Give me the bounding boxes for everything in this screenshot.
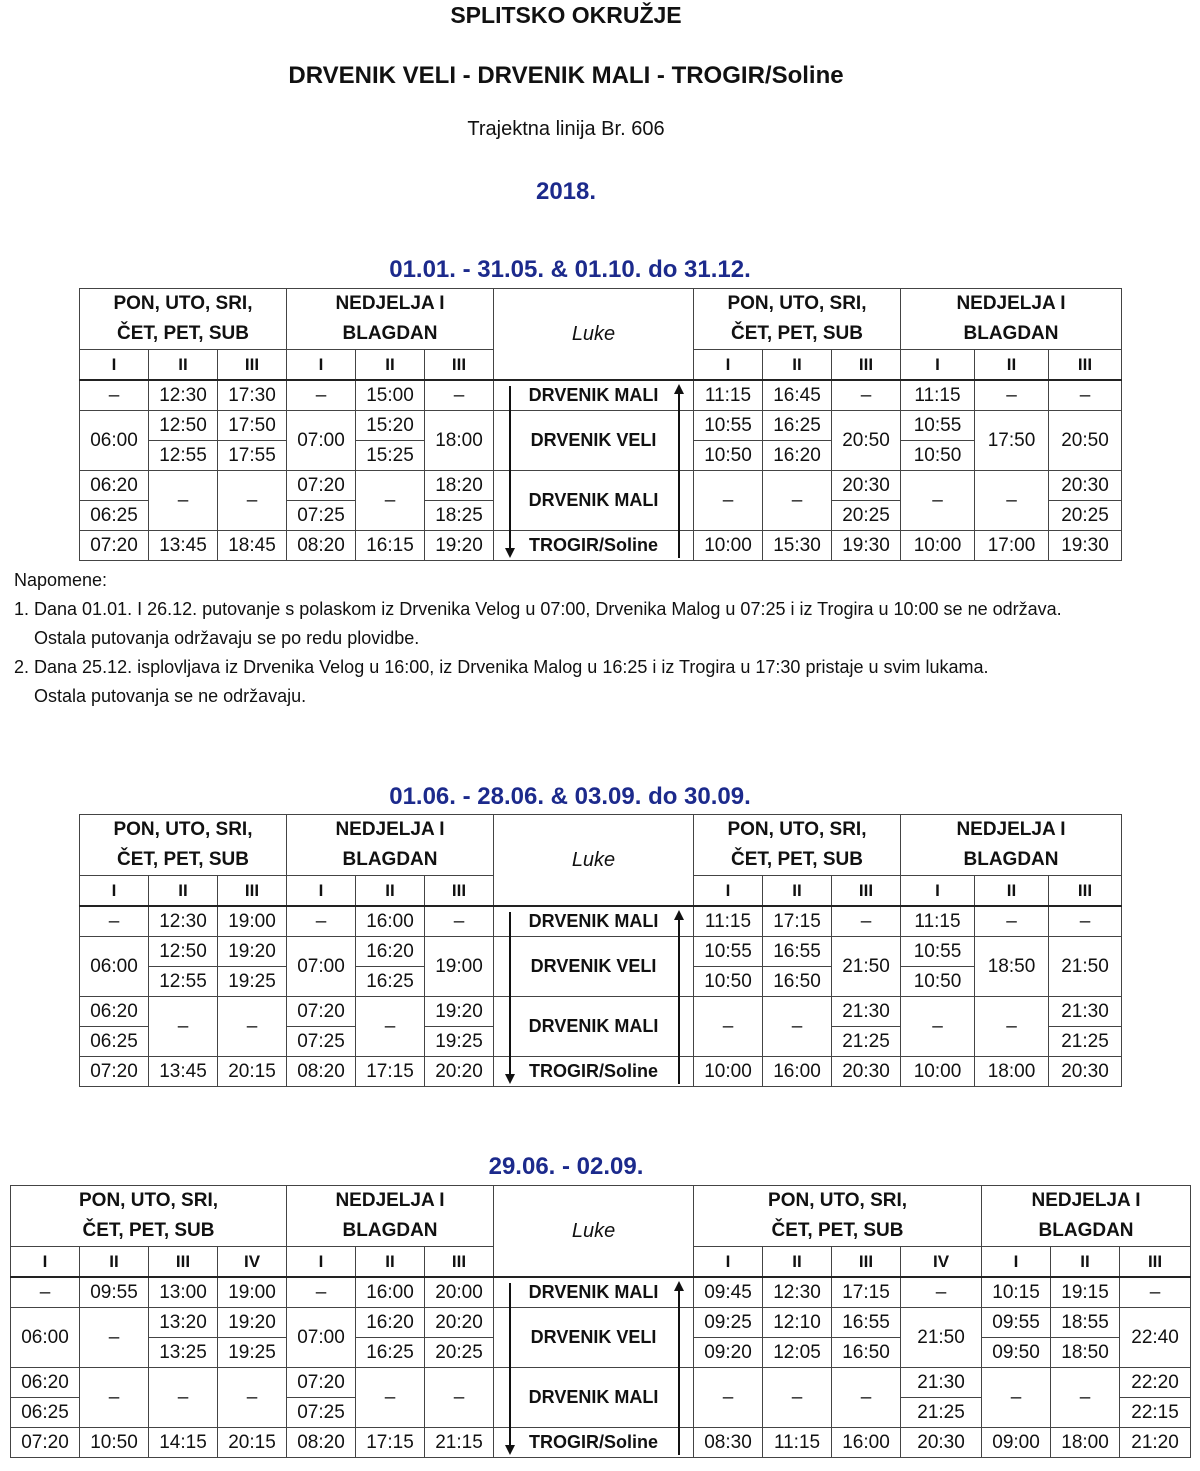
trip-col: I bbox=[694, 1247, 763, 1278]
time-cell: 17:15 bbox=[356, 1428, 425, 1458]
time-cell: 19:30 bbox=[832, 531, 901, 561]
time-cell: 08:30 bbox=[694, 1428, 763, 1458]
trip-col: II bbox=[763, 1247, 832, 1278]
time-cell: 18:50 bbox=[1051, 1338, 1120, 1368]
trip-col: III bbox=[425, 876, 494, 907]
notes bbox=[14, 566, 1062, 711]
time-cell: 20:30 bbox=[832, 1057, 901, 1087]
ports-header: Luke bbox=[494, 289, 694, 381]
port-drvenik-mali: DRVENIK MALI bbox=[494, 380, 694, 411]
time-cell: 19:00 bbox=[218, 1277, 287, 1308]
time-cell: – bbox=[975, 997, 1049, 1057]
time-cell: 15:30 bbox=[763, 531, 832, 561]
time-cell: 18:45 bbox=[218, 531, 287, 561]
time-cell: 19:00 bbox=[218, 906, 287, 937]
time-cell: 08:20 bbox=[287, 1057, 356, 1087]
time-cell: 10:55 bbox=[694, 937, 763, 967]
time-cell: 07:20 bbox=[80, 531, 149, 561]
time-cell: – bbox=[80, 380, 149, 411]
time-cell: 06:20 bbox=[80, 997, 149, 1027]
time-cell: – bbox=[149, 471, 218, 531]
time-cell: – bbox=[763, 471, 832, 531]
ports-header: Luke bbox=[494, 815, 694, 907]
time-cell: 07:25 bbox=[287, 1027, 356, 1057]
arrow-down-icon bbox=[505, 548, 515, 558]
time-cell: 12:30 bbox=[149, 380, 218, 411]
sunday-header: NEDJELJA I BLAGDAN bbox=[901, 289, 1122, 350]
time-cell: 11:15 bbox=[694, 380, 763, 411]
time-cell: – bbox=[901, 471, 975, 531]
trip-col: I bbox=[694, 876, 763, 907]
arrow-up-icon bbox=[674, 384, 684, 394]
time-cell: – bbox=[356, 1368, 425, 1428]
time-cell: 06:20 bbox=[11, 1368, 80, 1398]
trip-col: I bbox=[287, 350, 356, 381]
trip-col: II bbox=[149, 350, 218, 381]
period-title: 29.06. - 02.09. bbox=[488, 1153, 644, 1180]
time-cell: 15:00 bbox=[356, 380, 425, 411]
trip-col: II bbox=[763, 350, 832, 381]
time-cell: 21:20 bbox=[1120, 1428, 1191, 1458]
time-cell: 07:20 bbox=[80, 1057, 149, 1087]
time-cell: 19:15 bbox=[1051, 1277, 1120, 1308]
port-drvenik-mali: DRVENIK MALI bbox=[494, 471, 694, 531]
trip-col: IV bbox=[218, 1247, 287, 1278]
direction-down-line bbox=[509, 386, 511, 556]
trip-col: III bbox=[1049, 350, 1122, 381]
sunday-header: NEDJELJA I BLAGDAN bbox=[901, 815, 1122, 876]
period-title: 01.06. - 28.06. & 03.09. do 30.09. bbox=[389, 783, 751, 810]
time-cell: 19:25 bbox=[425, 1027, 494, 1057]
trip-col: I bbox=[80, 350, 149, 381]
time-cell: 11:15 bbox=[901, 906, 975, 937]
time-cell: 13:00 bbox=[149, 1277, 218, 1308]
time-cell: 16:50 bbox=[763, 967, 832, 997]
trip-col: III bbox=[425, 1247, 494, 1278]
time-cell: 20:50 bbox=[1049, 411, 1122, 471]
time-cell: 21:30 bbox=[832, 997, 901, 1027]
time-cell: – bbox=[356, 997, 425, 1057]
time-cell: 20:25 bbox=[832, 501, 901, 531]
port-trogir: TROGIR/Soline bbox=[494, 531, 694, 561]
time-cell: 13:20 bbox=[149, 1308, 218, 1338]
time-cell: 22:15 bbox=[1120, 1398, 1191, 1428]
trip-col: III bbox=[149, 1247, 218, 1278]
time-cell: 12:30 bbox=[763, 1277, 832, 1308]
trip-col: III bbox=[218, 876, 287, 907]
time-cell: – bbox=[1049, 380, 1122, 411]
time-cell: 10:55 bbox=[901, 937, 975, 967]
time-cell: 20:20 bbox=[425, 1057, 494, 1087]
trip-col: III bbox=[832, 350, 901, 381]
trip-col: II bbox=[80, 1247, 149, 1278]
time-cell: 21:30 bbox=[901, 1368, 982, 1398]
time-cell: 11:15 bbox=[763, 1428, 832, 1458]
time-cell: – bbox=[80, 1308, 149, 1368]
time-cell: – bbox=[80, 906, 149, 937]
time-cell: 19:20 bbox=[218, 937, 287, 967]
time-cell: 16:00 bbox=[356, 1277, 425, 1308]
time-cell: 18:25 bbox=[425, 501, 494, 531]
port-trogir: TROGIR/Soline bbox=[494, 1057, 694, 1087]
time-cell: 16:25 bbox=[356, 967, 425, 997]
weekday-header: PON, UTO, SRI, ČET, PET, SUB bbox=[694, 1186, 982, 1247]
time-cell: 18:20 bbox=[425, 471, 494, 501]
time-cell: 17:30 bbox=[218, 380, 287, 411]
port-drvenik-veli: DRVENIK VELI bbox=[494, 411, 694, 471]
time-cell: 20:25 bbox=[425, 1338, 494, 1368]
time-cell: 16:15 bbox=[356, 531, 425, 561]
time-cell: 12:55 bbox=[149, 441, 218, 471]
time-cell: 11:15 bbox=[901, 380, 975, 411]
time-cell: – bbox=[832, 1368, 901, 1428]
time-cell: 10:50 bbox=[80, 1428, 149, 1458]
time-cell: – bbox=[694, 997, 763, 1057]
trip-col: I bbox=[694, 350, 763, 381]
time-cell: 19:25 bbox=[218, 967, 287, 997]
time-cell: 15:20 bbox=[356, 411, 425, 441]
trip-col: II bbox=[975, 350, 1049, 381]
time-cell: 16:20 bbox=[356, 1308, 425, 1338]
time-cell: 06:00 bbox=[11, 1308, 80, 1368]
time-cell: 21:25 bbox=[901, 1398, 982, 1428]
time-cell: 17:50 bbox=[975, 411, 1049, 471]
time-cell: – bbox=[425, 1368, 494, 1428]
time-cell: 10:50 bbox=[901, 441, 975, 471]
time-cell: 20:25 bbox=[1049, 501, 1122, 531]
time-cell: 16:20 bbox=[356, 937, 425, 967]
notes-title: Napomene: bbox=[14, 570, 108, 590]
line-number: Trajektna linija Br. 606 bbox=[467, 118, 665, 140]
time-cell: 15:25 bbox=[356, 441, 425, 471]
port-drvenik-mali: DRVENIK MALI bbox=[494, 906, 694, 937]
time-cell: 10:50 bbox=[901, 967, 975, 997]
time-cell: 07:20 bbox=[287, 471, 356, 501]
time-cell: 21:30 bbox=[1049, 997, 1122, 1027]
time-cell: 14:15 bbox=[149, 1428, 218, 1458]
time-cell: 19:20 bbox=[218, 1308, 287, 1338]
time-cell: 09:20 bbox=[694, 1338, 763, 1368]
time-cell: 07:20 bbox=[11, 1428, 80, 1458]
trip-col: I bbox=[80, 876, 149, 907]
time-cell: – bbox=[149, 997, 218, 1057]
time-cell: 18:50 bbox=[975, 937, 1049, 997]
time-cell: 10:55 bbox=[901, 411, 975, 441]
timetable bbox=[10, 1185, 1191, 1458]
time-cell: 12:50 bbox=[149, 411, 218, 441]
time-cell: 06:25 bbox=[11, 1398, 80, 1428]
time-cell: – bbox=[832, 380, 901, 411]
time-cell: 17:00 bbox=[975, 531, 1049, 561]
trip-col: II bbox=[356, 1247, 425, 1278]
time-cell: 08:20 bbox=[287, 531, 356, 561]
timetable bbox=[79, 814, 1122, 1087]
time-cell: 21:15 bbox=[425, 1428, 494, 1458]
trip-col: I bbox=[901, 350, 975, 381]
time-cell: 19:25 bbox=[218, 1338, 287, 1368]
time-cell: 07:20 bbox=[287, 997, 356, 1027]
time-cell: 13:45 bbox=[149, 1057, 218, 1087]
time-cell: 17:15 bbox=[356, 1057, 425, 1087]
trip-col: III bbox=[1049, 876, 1122, 907]
time-cell: – bbox=[287, 380, 356, 411]
time-cell: 07:25 bbox=[287, 1398, 356, 1428]
time-cell: – bbox=[901, 997, 975, 1057]
time-cell: – bbox=[1049, 906, 1122, 937]
port-drvenik-mali: DRVENIK MALI bbox=[494, 997, 694, 1057]
time-cell: 19:30 bbox=[1049, 531, 1122, 561]
page-title: SPLITSKO OKRUŽJE bbox=[450, 2, 682, 28]
note-line: 1. Dana 01.01. I 26.12. putovanje s polaskom iz Drvenika Velog u 07:00, Drvenika Malog u 07:25 i iz Trogira u 10:00 se ne održava. bbox=[14, 599, 1062, 619]
time-cell: – bbox=[149, 1368, 218, 1428]
period-title: 01.01. - 31.05. & 01.10. do 31.12. bbox=[389, 256, 751, 283]
port-drvenik-veli: DRVENIK VELI bbox=[494, 937, 694, 997]
time-cell: 12:50 bbox=[149, 937, 218, 967]
time-cell: 07:20 bbox=[287, 1368, 356, 1398]
time-cell: 06:00 bbox=[80, 411, 149, 471]
time-cell: – bbox=[975, 471, 1049, 531]
time-cell: 06:25 bbox=[80, 501, 149, 531]
time-cell: 10:00 bbox=[694, 1057, 763, 1087]
time-cell: 12:05 bbox=[763, 1338, 832, 1368]
time-cell: – bbox=[425, 380, 494, 411]
sunday-header: NEDJELJA I BLAGDAN bbox=[287, 815, 494, 876]
time-cell: 10:55 bbox=[694, 411, 763, 441]
time-cell: – bbox=[975, 380, 1049, 411]
time-cell: – bbox=[11, 1277, 80, 1308]
time-cell: 17:55 bbox=[218, 441, 287, 471]
time-cell: 16:00 bbox=[832, 1428, 901, 1458]
time-cell: 10:15 bbox=[982, 1277, 1051, 1308]
time-cell: 16:25 bbox=[356, 1338, 425, 1368]
time-cell: 09:55 bbox=[982, 1308, 1051, 1338]
direction-up-line bbox=[678, 386, 680, 558]
time-cell: 21:25 bbox=[1049, 1027, 1122, 1057]
time-cell: – bbox=[287, 1277, 356, 1308]
route-title: DRVENIK VELI - DRVENIK MALI - TROGIR/Soline bbox=[288, 62, 844, 89]
time-cell: 19:20 bbox=[425, 997, 494, 1027]
time-cell: 10:50 bbox=[694, 441, 763, 471]
time-cell: – bbox=[425, 906, 494, 937]
note-line: Ostala putovanja se ne održavaju. bbox=[34, 686, 307, 706]
time-cell: 20:30 bbox=[901, 1428, 982, 1458]
time-cell: – bbox=[80, 1368, 149, 1428]
arrow-down-icon bbox=[505, 1074, 515, 1084]
time-cell: 19:00 bbox=[425, 937, 494, 997]
trip-col: II bbox=[356, 350, 425, 381]
time-cell: 16:55 bbox=[832, 1308, 901, 1338]
time-cell: – bbox=[763, 1368, 832, 1428]
time-cell: 20:15 bbox=[218, 1057, 287, 1087]
port-drvenik-mali: DRVENIK MALI bbox=[494, 1277, 694, 1308]
sunday-header: NEDJELJA I BLAGDAN bbox=[287, 1186, 494, 1247]
sunday-header: NEDJELJA I BLAGDAN bbox=[982, 1186, 1191, 1247]
time-cell: 18:55 bbox=[1051, 1308, 1120, 1338]
time-cell: 18:00 bbox=[1051, 1428, 1120, 1458]
time-cell: 20:00 bbox=[425, 1277, 494, 1308]
time-cell: – bbox=[901, 1277, 982, 1308]
trip-col: II bbox=[149, 876, 218, 907]
time-cell: 16:20 bbox=[763, 441, 832, 471]
time-cell: 10:00 bbox=[694, 531, 763, 561]
direction-down-line bbox=[509, 912, 511, 1082]
time-cell: – bbox=[694, 471, 763, 531]
trip-col: II bbox=[975, 876, 1049, 907]
time-cell: – bbox=[218, 471, 287, 531]
time-cell: 06:25 bbox=[80, 1027, 149, 1057]
time-cell: 17:50 bbox=[218, 411, 287, 441]
time-cell: 21:25 bbox=[832, 1027, 901, 1057]
year-label: 2018. bbox=[535, 178, 597, 205]
time-cell: – bbox=[218, 1368, 287, 1428]
arrow-up-icon bbox=[674, 910, 684, 920]
trip-col: II bbox=[763, 876, 832, 907]
time-cell: 09:50 bbox=[982, 1338, 1051, 1368]
trip-col: IV bbox=[901, 1247, 982, 1278]
time-cell: 22:40 bbox=[1120, 1308, 1191, 1368]
trip-col: I bbox=[901, 876, 975, 907]
time-cell: 16:55 bbox=[763, 937, 832, 967]
sunday-header: NEDJELJA I BLAGDAN bbox=[287, 289, 494, 350]
note-line: 2. Dana 25.12. isplovljava iz Drvenika Velog u 16:00, iz Drvenika Malog u 16:25 i iz Trogira u 17:30 pristaje u svim lukama. bbox=[14, 657, 989, 677]
time-cell: 06:20 bbox=[80, 471, 149, 501]
time-cell: 10:00 bbox=[901, 531, 975, 561]
time-cell: 21:50 bbox=[901, 1308, 982, 1368]
time-cell: – bbox=[287, 906, 356, 937]
time-cell: 09:55 bbox=[80, 1277, 149, 1308]
time-cell: – bbox=[832, 906, 901, 937]
port-trogir: TROGIR/Soline bbox=[494, 1428, 694, 1458]
time-cell: 07:00 bbox=[287, 1308, 356, 1368]
time-cell: 22:20 bbox=[1120, 1368, 1191, 1398]
time-cell: 19:20 bbox=[425, 531, 494, 561]
trip-col: III bbox=[832, 1247, 901, 1278]
time-cell: 21:50 bbox=[1049, 937, 1122, 997]
trip-col: I bbox=[287, 1247, 356, 1278]
weekday-header: PON, UTO, SRI, ČET, PET, SUB bbox=[80, 815, 287, 876]
timetable bbox=[79, 288, 1122, 561]
time-cell: 09:25 bbox=[694, 1308, 763, 1338]
port-drvenik-mali: DRVENIK MALI bbox=[494, 1368, 694, 1428]
time-cell: 16:45 bbox=[763, 380, 832, 411]
time-cell: – bbox=[694, 1368, 763, 1428]
trip-col: II bbox=[356, 876, 425, 907]
direction-up-line bbox=[678, 1283, 680, 1455]
arrow-up-icon bbox=[674, 1281, 684, 1291]
time-cell: – bbox=[982, 1368, 1051, 1428]
time-cell: – bbox=[1051, 1368, 1120, 1428]
time-cell: 17:15 bbox=[763, 906, 832, 937]
arrow-down-icon bbox=[505, 1445, 515, 1455]
time-cell: 21:50 bbox=[832, 937, 901, 997]
time-cell: 16:00 bbox=[763, 1057, 832, 1087]
trip-col: I bbox=[982, 1247, 1051, 1278]
time-cell: 07:25 bbox=[287, 501, 356, 531]
time-cell: 12:55 bbox=[149, 967, 218, 997]
time-cell: 17:15 bbox=[832, 1277, 901, 1308]
time-cell: 16:50 bbox=[832, 1338, 901, 1368]
trip-col: III bbox=[218, 350, 287, 381]
port-drvenik-veli: DRVENIK VELI bbox=[494, 1308, 694, 1368]
trip-col: III bbox=[1120, 1247, 1191, 1278]
trip-col: III bbox=[832, 876, 901, 907]
time-cell: 07:00 bbox=[287, 411, 356, 471]
time-cell: 20:30 bbox=[1049, 471, 1122, 501]
trip-col: I bbox=[287, 876, 356, 907]
trip-col: III bbox=[425, 350, 494, 381]
time-cell: – bbox=[1120, 1277, 1191, 1308]
time-cell: 09:00 bbox=[982, 1428, 1051, 1458]
ports-header: Luke bbox=[494, 1186, 694, 1278]
time-cell: 09:45 bbox=[694, 1277, 763, 1308]
time-cell: 10:50 bbox=[694, 967, 763, 997]
weekday-header: PON, UTO, SRI, ČET, PET, SUB bbox=[11, 1186, 287, 1247]
direction-up-line bbox=[678, 912, 680, 1084]
time-cell: – bbox=[218, 997, 287, 1057]
trip-col: II bbox=[1051, 1247, 1120, 1278]
time-cell: 20:20 bbox=[425, 1308, 494, 1338]
time-cell: 06:00 bbox=[80, 937, 149, 997]
time-cell: 20:30 bbox=[1049, 1057, 1122, 1087]
note-line: Ostala putovanja održavaju se po redu plovidbe. bbox=[34, 628, 420, 648]
trip-col: I bbox=[11, 1247, 80, 1278]
time-cell: 13:45 bbox=[149, 531, 218, 561]
time-cell: 18:00 bbox=[425, 411, 494, 471]
time-cell: 08:20 bbox=[287, 1428, 356, 1458]
time-cell: 12:30 bbox=[149, 906, 218, 937]
time-cell: – bbox=[356, 471, 425, 531]
time-cell: 20:50 bbox=[832, 411, 901, 471]
time-cell: 13:25 bbox=[149, 1338, 218, 1368]
time-cell: – bbox=[763, 997, 832, 1057]
time-cell: – bbox=[975, 906, 1049, 937]
time-cell: 20:30 bbox=[832, 471, 901, 501]
direction-down-line bbox=[509, 1283, 511, 1453]
time-cell: 10:00 bbox=[901, 1057, 975, 1087]
weekday-header: PON, UTO, SRI, ČET, PET, SUB bbox=[694, 815, 901, 876]
time-cell: 11:15 bbox=[694, 906, 763, 937]
time-cell: 16:25 bbox=[763, 411, 832, 441]
time-cell: 07:00 bbox=[287, 937, 356, 997]
time-cell: 12:10 bbox=[763, 1308, 832, 1338]
weekday-header: PON, UTO, SRI, ČET, PET, SUB bbox=[80, 289, 287, 350]
time-cell: 20:15 bbox=[218, 1428, 287, 1458]
weekday-header: PON, UTO, SRI, ČET, PET, SUB bbox=[694, 289, 901, 350]
time-cell: 16:00 bbox=[356, 906, 425, 937]
time-cell: 18:00 bbox=[975, 1057, 1049, 1087]
